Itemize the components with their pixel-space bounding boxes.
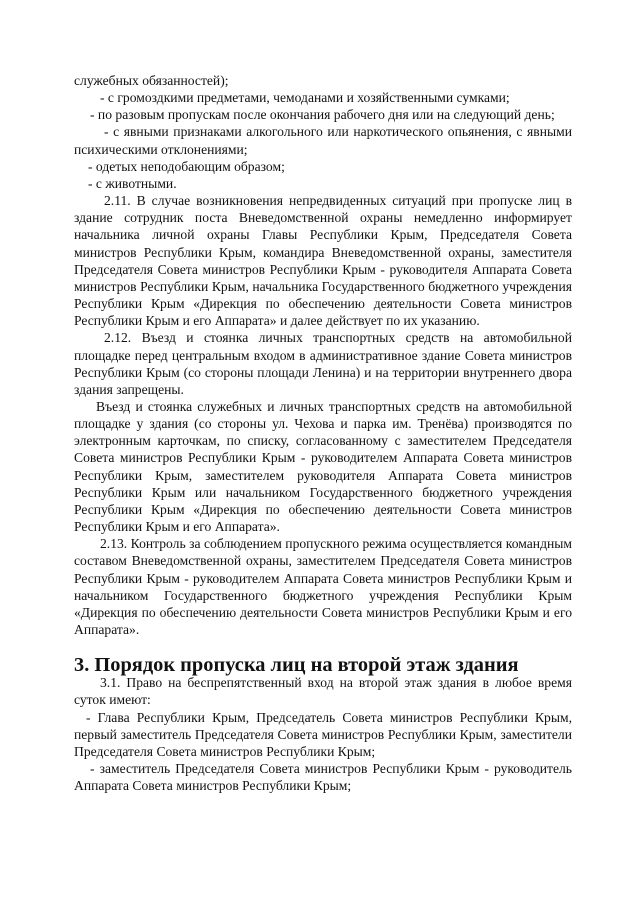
list-item-deputy: - заместитель Председателя Совета министров Республики Крым - руководитель Аппарата Совета министров Республики Крым; [74, 761, 572, 794]
list-item-bulky-items: - с громоздкими предметами, чемоданами и хозяйственными сумками; [100, 90, 510, 106]
paragraph-2-12: 2.12. Въезд и стоянка личных транспортных средств на автомобильной площадке перед центральным входом в административное здание Совета министров Республики Крым (со стороны площади Ленина) и на территории внутреннего двора здания запрещены. [74, 330, 572, 397]
list-item-animals: - с животными. [88, 175, 177, 191]
list-item-intoxication: - с явными признаками алкогольного или наркотического опьянения, с явными психическими отклонениями; [74, 124, 572, 157]
section-heading-3: 3. Порядок пропуска лиц на второй этаж здания [74, 654, 519, 677]
list-item-dress: - одетых неподобающим образом; [88, 158, 285, 174]
paragraph-3-1: 3.1. Право на беспрепятственный вход на второй этаж здания в любое время суток имеют: [74, 675, 572, 708]
list-item-single-pass: - по разовым пропускам после окончания рабочего дня или на следующий день; [90, 107, 555, 123]
document-body [74, 72, 572, 794]
paragraph-parking: Въезд и стоянка служебных и личных транспортных средств на автомобильной площадке у здания (со стороны ул. Чехова и парка им. Тренёва) производятся по электронным карточкам, по списку, согласованному с заместителем Председателя Совета министров Республики Крым - руководителем Аппарата Совета министров Республики Крым, заместителем руководителя Аппарата Совета министров Республики Крым или начальником Государственного бюджетного учреждения Республики Крым «Дирекция по обеспечению деятельности Совета министров Республики Крым и его Аппарата». [74, 398, 572, 535]
paragraph-2-13: 2.13. Контроль за соблюдением пропускного режима осуществляется командным составом Вневедомственной охраны, заместителем Председателя Совета министров Республики Крым - руководителем Аппарата Совета министров Республики Крым и начальником Государственного бюджетного учреждения Республики Крым «Дирекция по обеспечению деятельности Совета министров Республики Крым и его Аппарата». [74, 536, 572, 637]
list-item-leadership: - Глава Республики Крым, Председатель Совета министров Республики Крым, первый заместитель Председателя Совета министров Республики Крым, заместители Председателя Совета министров Республики Крым; [74, 709, 572, 759]
paragraph-2-11: 2.11. В случае возникновения непредвиденных ситуаций при пропуске лиц в здание сотрудник поста Вневедомственной охраны немедленно информирует начальника личной охраны Главы Республики Крым, Председателя Совета министров Республики Крым, командира Вневедомственной охраны, заместителя Председателя Совета министров Республики Крым - руководителя Аппарата Совета министров Республики Крым, начальника Государственного бюджетного учреждения Республики Крым «Дирекция по обеспечению деятельности Совета министров Республики Крым и его Аппарата» и далее действует по их указанию. [74, 193, 572, 329]
paragraph-continuation: служебных обязанностей); [74, 73, 229, 88]
